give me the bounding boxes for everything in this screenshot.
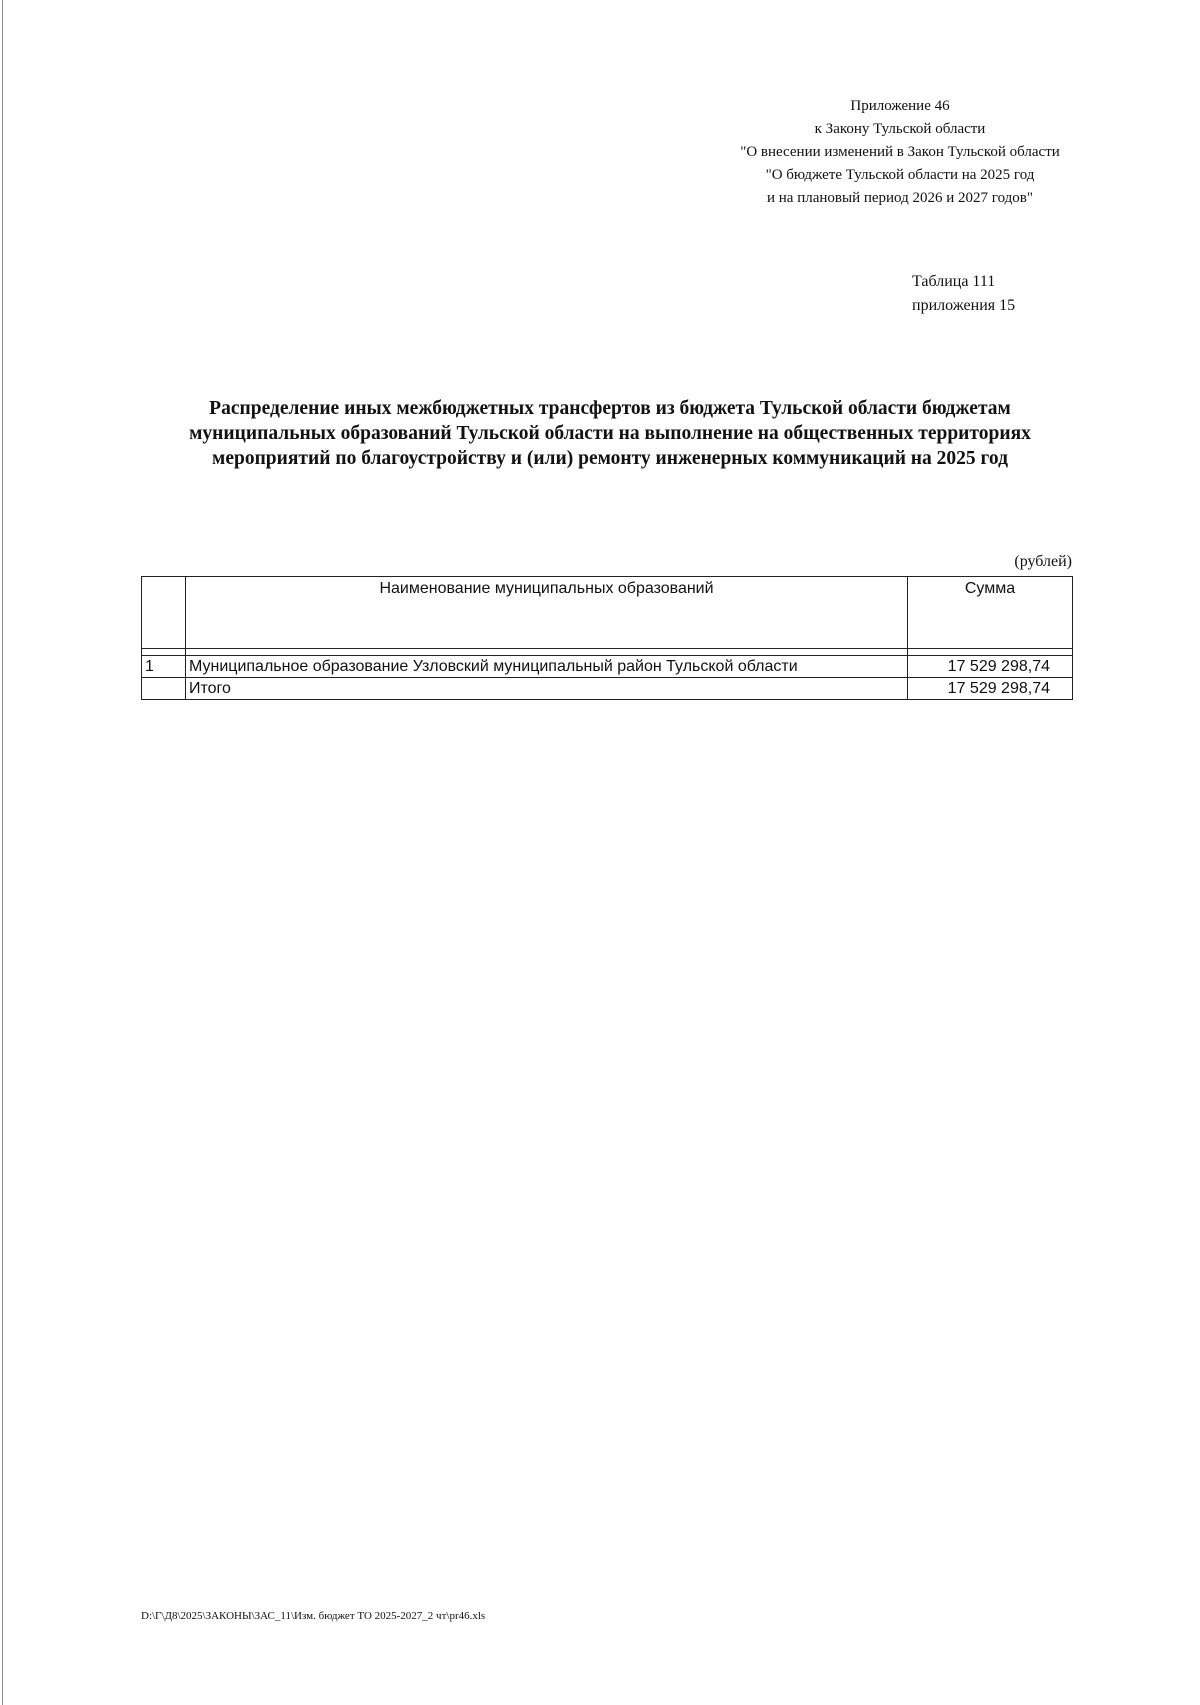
table-header-row: [142, 577, 1073, 649]
row-sum: 17 529 298,74: [908, 656, 1073, 678]
table-total-row: [142, 678, 1073, 700]
table-reference: [912, 270, 1015, 318]
table-spacer-row: [142, 649, 1073, 656]
appendix-line: и на плановый период 2026 и 2027 годов": [767, 190, 1033, 206]
spacer-cell: [908, 649, 1073, 656]
appendix-line: Приложение 46: [850, 98, 950, 114]
total-label: Итого: [186, 678, 908, 700]
document-title: [130, 396, 1090, 471]
header-sum: Сумма: [908, 577, 1073, 649]
spacer-cell: [186, 649, 908, 656]
units-label: (рублей): [1014, 553, 1072, 570]
title-line: мероприятий по благоустройству и (или) ремонту инженерных коммуникаций на 2025 год: [212, 448, 1008, 469]
total-number: [142, 678, 186, 700]
table-reference-line: Таблица 111: [912, 273, 996, 290]
table-row: [142, 656, 1073, 678]
spacer-cell: [142, 649, 186, 656]
header-number: [142, 577, 186, 649]
appendix-line: "О внесении изменений в Закон Тульской области: [740, 144, 1060, 160]
appendix-reference: [700, 95, 1100, 210]
title-line: муниципальных образований Тульской области на выполнение на общественных территориях: [189, 423, 1031, 444]
scan-edge-line: [2, 0, 3, 1705]
distribution-table: [141, 576, 1073, 700]
file-path-footer: D:\Г\Д8\2025\ЗАКОНЫ\ЗАС_11\Изм. бюджет ТО 2025-2027_2 чт\pr46.xls: [141, 1610, 486, 1622]
title-line: Распределение иных межбюджетных трансфертов из бюджета Тульской области бюджетам: [209, 398, 1011, 419]
appendix-line: к Закону Тульской области: [814, 121, 986, 137]
table-reference-line: приложения 15: [912, 297, 1016, 314]
total-sum: 17 529 298,74: [908, 678, 1073, 700]
appendix-line: "О бюджете Тульской области на 2025 год: [765, 167, 1035, 183]
row-number: 1: [142, 656, 186, 678]
header-municipality-name: Наименование муниципальных образований: [186, 577, 908, 649]
row-municipality-name: Муниципальное образование Узловский муниципальный район Тульской области: [186, 656, 908, 678]
